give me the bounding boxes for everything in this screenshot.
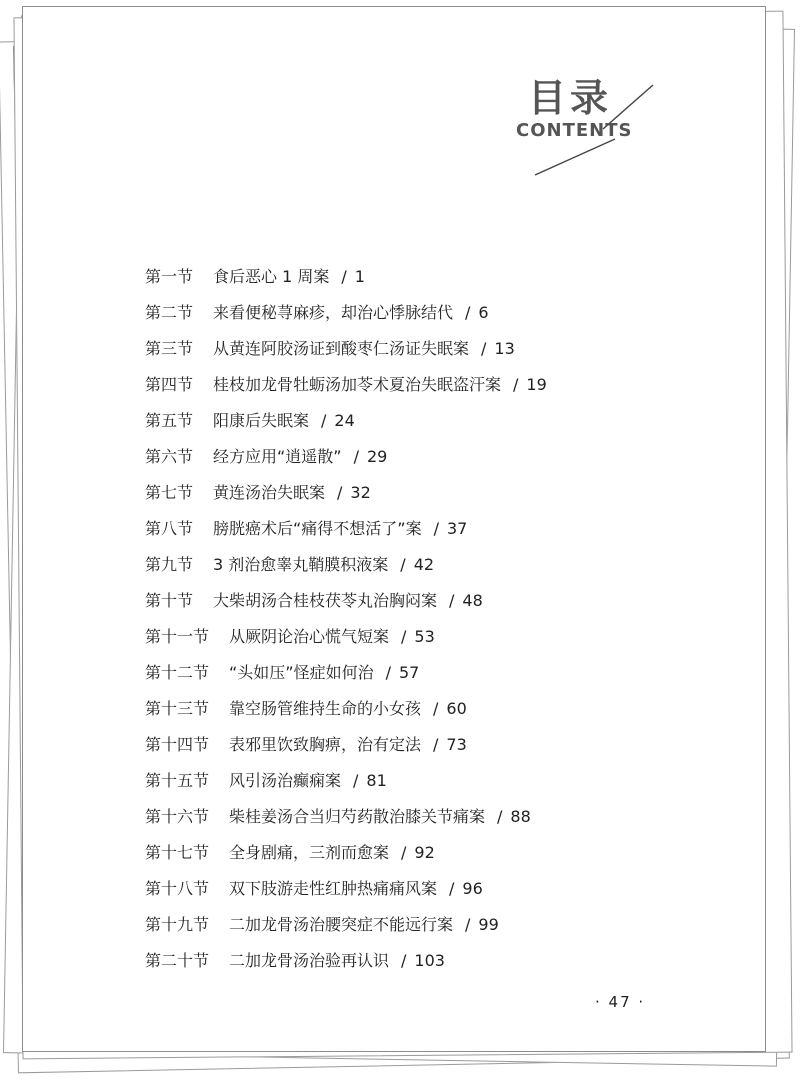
toc-entry-title: 从黄连阿胶汤证到酸枣仁汤证失眠案: [213, 339, 470, 358]
toc-separator: /: [385, 663, 391, 682]
page-number: · 47 ·: [595, 993, 646, 1011]
toc-separator: /: [353, 447, 359, 466]
toc-page-number: 37: [447, 519, 468, 538]
toc-separator: /: [481, 339, 487, 358]
toc-entry[interactable]: [145, 439, 705, 475]
toc-section-label: 第八节: [145, 519, 194, 538]
toc-entry[interactable]: [145, 655, 705, 691]
contents-title-en: CONTENTS: [516, 120, 633, 141]
toc-page-number: 48: [462, 591, 483, 610]
toc-section-label: 第二十节: [145, 951, 210, 970]
toc-entry-title: 双下肢游走性红肿热痛痛风案: [229, 879, 438, 898]
toc-separator: /: [401, 843, 407, 862]
toc-entry-title: 二加龙骨汤治腰突症不能远行案: [229, 915, 454, 934]
toc-separator: /: [497, 807, 503, 826]
toc-entry[interactable]: [145, 691, 705, 727]
toc-separator: /: [433, 735, 439, 754]
toc-entry-title: 表邪里饮致胸痹，治有定法: [229, 735, 422, 754]
toc-entry[interactable]: [145, 583, 705, 619]
toc-entry-title: 柴桂姜汤合当归芍药散治膝关节痛案: [229, 807, 486, 826]
toc-section-label: 第十五节: [145, 771, 210, 790]
toc-entry[interactable]: [145, 511, 705, 547]
toc-separator: /: [465, 915, 471, 934]
toc-page-number: 6: [478, 303, 489, 322]
toc-page-number: 53: [414, 627, 435, 646]
toc-section-label: 第一节: [145, 267, 194, 286]
toc-section-label: 第十节: [145, 591, 194, 610]
toc-entry[interactable]: [145, 907, 705, 943]
toc-separator: /: [341, 267, 347, 286]
toc-separator: /: [433, 519, 439, 538]
toc-section-label: 第三节: [145, 339, 194, 358]
toc-section-label: 第十九节: [145, 915, 210, 934]
toc-separator: /: [433, 699, 439, 718]
toc-page-number: 42: [413, 555, 435, 574]
toc-entry-title: 黄连汤治失眠案: [213, 483, 326, 502]
toc-page-number: 24: [334, 411, 355, 430]
toc-separator: /: [321, 411, 327, 430]
toc-entry-title: 食后恶心 1 周案: [213, 267, 330, 286]
toc-entry[interactable]: [145, 943, 705, 979]
contents-page: [22, 6, 766, 1052]
toc-separator: /: [401, 951, 407, 970]
toc-page-number: 57: [399, 663, 420, 682]
toc-separator: /: [465, 303, 471, 322]
toc-section-label: 第十三节: [145, 699, 210, 718]
toc-entry[interactable]: [145, 295, 705, 331]
toc-section-label: 第六节: [145, 447, 194, 466]
toc-section-label: 第十四节: [145, 735, 210, 754]
toc-section-label: 第十六节: [145, 807, 210, 826]
toc-entry-title: 阳康后失眠案: [213, 411, 310, 430]
toc-section-label: 第十二节: [145, 663, 210, 682]
toc-entry-title: 二加龙骨汤治验再认识: [229, 951, 390, 970]
toc-page-number: 32: [350, 483, 371, 502]
toc-section-label: 第二节: [145, 303, 194, 322]
toc-separator: /: [513, 375, 519, 394]
toc-page-number: 29: [367, 447, 388, 466]
toc-entry[interactable]: [145, 475, 705, 511]
toc-section-label: 第五节: [145, 411, 194, 430]
toc-separator: /: [353, 771, 359, 790]
toc-separator: /: [449, 591, 455, 610]
toc-section-label: 第四节: [145, 375, 194, 394]
toc-separator: /: [401, 627, 407, 646]
toc-entry-title: 3 剂治愈睾丸鞘膜积液案: [213, 555, 389, 574]
toc-entry-title: 膀胱癌术后“痛得不想活了”案: [213, 519, 422, 538]
toc-entry[interactable]: [145, 763, 705, 799]
toc-section-label: 第十八节: [145, 879, 210, 898]
toc-entry[interactable]: [145, 367, 705, 403]
toc-entry-title: 经方应用“逍遥散”: [213, 447, 342, 466]
toc-page-number: 19: [526, 375, 547, 394]
toc-section-label: 第十七节: [145, 843, 210, 862]
toc-entry[interactable]: [145, 547, 705, 583]
toc-entry-title: 来看便秘荨麻疹，却治心悸脉结代: [213, 303, 454, 322]
toc-section-label: 第九节: [145, 555, 194, 574]
toc-page-number: 1: [354, 267, 365, 286]
toc-section-label: 第七节: [145, 483, 194, 502]
toc-entry[interactable]: [145, 727, 705, 763]
toc-page-number: 103: [414, 951, 445, 970]
toc-entry-title: 大柴胡汤合桂枝茯苓丸治胸闷案: [213, 591, 438, 610]
toc-entry[interactable]: [145, 259, 705, 295]
toc-page-number: 60: [446, 699, 467, 718]
toc-section-label: 第十一节: [145, 627, 210, 646]
toc-entry-title: 从厥阴论治心慌气短案: [229, 627, 390, 646]
toc-separator: /: [337, 483, 343, 502]
toc-entry-title: 全身剧痛，三剂而愈案: [229, 843, 390, 862]
toc-entry[interactable]: [145, 835, 705, 871]
toc-entry[interactable]: [145, 331, 705, 367]
toc-entry-title: 风引汤治癫痫案: [229, 771, 342, 790]
toc-entry[interactable]: [145, 619, 705, 655]
toc-page-number: 99: [478, 915, 499, 934]
table-of-contents: [145, 259, 705, 979]
toc-separator: /: [400, 555, 406, 574]
toc-separator: /: [449, 879, 455, 898]
contents-title-zh: 目录: [528, 76, 613, 120]
toc-page-number: 81: [366, 771, 387, 790]
toc-entry-title: “头如压”怪症如何治: [229, 663, 374, 682]
toc-page-number: 73: [446, 735, 467, 754]
toc-entry[interactable]: [145, 403, 705, 439]
toc-page-number: 92: [414, 843, 435, 862]
toc-entry[interactable]: [145, 799, 705, 835]
toc-entry-title: 桂枝加龙骨牡蛎汤加苓术夏治失眠盗汗案: [213, 375, 502, 394]
toc-entry[interactable]: [145, 871, 705, 907]
toc-page-number: 96: [462, 879, 483, 898]
toc-page-number: 13: [494, 339, 515, 358]
toc-page-number: 88: [510, 807, 531, 826]
toc-entry-title: 靠空肠管维持生命的小女孩: [229, 699, 422, 718]
